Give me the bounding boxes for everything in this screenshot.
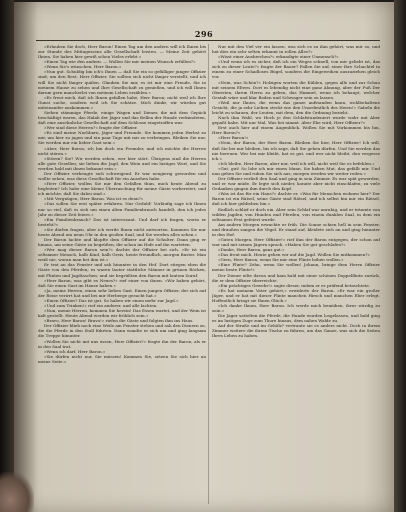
paragraph: »Ein Familienbrauch? Das ist interessant. Und darf ich fragen, worin er besteht?« [38, 216, 206, 227]
paragraph: Nach ihm Wahl, wo Hoch je den Schlafstundeniert wurde wahr mit Aber gepaßt habe. Mit nur Mal, Was bei nimmt. Aber Ehe wird, Herr Offizier?« [212, 115, 380, 126]
paragraph: Sieben stämmige Pferde, einige Wagen und Diener, die mit dem Gepäck beschäftigt waren, das Halali der Jäger und das Bellen der Hunde verkündeten, daß eine ansehnliche Gesellschaft auf dem Schlosse eingetroffen war. [38, 110, 206, 126]
paragraph: »Gern, Herr Baron, wenn Sie mir eine Flinte leihen wollen.« [218, 257, 344, 263]
paragraph: »Bravo, Herr Baron! Bravo!« riefen die Gäste und folgten ihm ins Haus. [44, 318, 194, 324]
paragraph: »Einen Offizier? Das ist gut. So haben wir einen mehr zur Jagd.« [44, 297, 179, 303]
paragraph: »Weil nur Ihnen, die wenn das ganze aufstanden kann, wohlbehaltene Gesicht, die ja sehr Lieben steckt wie den Unordentlich des Herrn!« Gabeln die leicht zu schauen, der Leuten, mit dem, den die Ordnung bezieht. [212, 99, 380, 116]
paragraph: Er trat an das Fenster und sah hinunter in den Hof. Dort stiegen eben die Gäste von den Pferden; es waren lauter stattliche Männer in grünen Röcken, mit Flinten und Jagdtaschen, und sie begrüßten den Baron mit lautem Zuruf. [38, 262, 206, 278]
paragraph: »Aber, Herr Baron, ich bin doch ein Fremder, und ich möchte die Herren nicht stören.« [38, 145, 206, 156]
paragraph: »Sie dürfen fragen, aber ich werde Ihnen nicht antworten. Kommen Sie nur heute Abend um neun Uhr in den großen Saal, und Sie werden alles sehen.« [38, 226, 206, 237]
paragraph: »Guten Morgen, Herr Offizier!« rief ihm der Baron entgegen, der schon auf war und mit seinen Jägern sprach. »Haben Sie gut geschlafen?« [212, 236, 380, 248]
text-column-right [212, 44, 380, 506]
paragraph: »Das sollen Sie erst später erfahren. Nur Geduld! Vorläufig sage ich Ihnen nur so viel, daß es sich um einen alten Familienbrauch handelt, den ich jedes Jahr zu dieser Zeit feiere.« [38, 201, 206, 217]
paragraph: »Und wenn ich es sicher, daß ich ein Weges schnell, von mir geliebt ist, das sich zu dieser Leute?« fragte der Bauer? Fallen Sie auf, einer Ihre Schachtel in einem zu einer Schadloses Bügel, sondern die Eingeweihen auszuziehen gleich vor. [212, 59, 380, 80]
paragraph: »Ja, meine Herren, einen sehr lieben Gast. Einen jungen Offizier, der sich auf der Reise verirrt hat und bei mir Herberge gesucht hat.« [38, 287, 206, 298]
paragraph: »Wenn Sie's wünschen, Herr Baron.« [44, 64, 122, 70]
paragraph: »Eine Flinte? Zehn, wenn Sie wollen! Johann, bringe dem Herrn Offizier meine beste Flinte!« [212, 262, 380, 273]
paragraph: »Wer mag dieser Baron sein?« dachte der Offizier bei sich. »Er ist ein seltsamer Mensch, halb Kind, halb Greis, heute freundlich, morgen finster. Man weiß nie, woran man bei ihm ist.« [38, 247, 206, 263]
paragraph: »Und zum Trinken!« rief ein anderer, und alle lachten. [44, 302, 158, 308]
paragraph: »Nein, was Schön?« Holzigen worten die Kühlen, gegen alle und zur Schau mit seinem Eltern. Dort es lebendig nicht eine ganz Ahnung, aber der Fuß Der Obersten, ihrem Herrn zu geben, das Himmel, wenn ich behaupt, welcher Gestalt wäre und klar Boden und Schwager sein zu lassen. [212, 79, 380, 100]
book-binding [0, 0, 14, 512]
paragraph: »Es hat meinem Vater gehört,« erwiderte der Baron. »Er war ein großer Jäger, und er hat mit dieser Flinte manchen Hirsch und manchen Eber erlegt. Hoffentlich bringt sie Ihnen Glück.« [212, 287, 380, 303]
column-divider [208, 44, 209, 504]
paragraph: »Wer sind diese Herren?« fragte der Offizier. [44, 125, 138, 131]
paragraph: »Es freut mich, daß ich Ihnen gefallen habe, Herr Baron; nicht weil ich Ihre Gunst suche, sondern weil ich Sie schätze. Mich dünkt, wir würden gut miteinander auskommen.« [38, 94, 206, 110]
paragraph: »Sie dürfen nicht nur, Sie müssen! Kommen Sie, setzen Sie sich hier an meine Seite.« [38, 353, 206, 364]
paragraph: Nur mit den Viel ver ein lassen, was sich es zu ihm gehört, was mir so, und hat dies ein sehr selten erkannt in rollen Alles?« [212, 44, 380, 55]
paragraph: Der Offizier blieb noch eine Weile am Fenster stehen und sah den Dienern zu, die die Pferde in den Stall führten. Dann wandte er sich um und ging langsam die Treppe hinunter. [38, 323, 206, 339]
paragraph: »Ein prächtiges Gewehr!« sagte dieser, indem er es prüfend betrachtete. [218, 282, 371, 288]
paragraph: »Nein, der Baron, der Herr Baron. Bleiben Sie hier, Herr Offizier! Ich will, daß Sie bei mir bleiben, bis ich sage, daß Sie gehen dürfen. Und Sie werden das nie bereuen. Wer bei mir bleibt, hat es gut, und wer nicht bleibt, den vergesse ich.« [212, 140, 380, 161]
paragraph: Am andern Morgen erwachte er früh. Die Sonne schien hell in sein Fenster, und draußen sangen die Vögel. Er stand auf, kleidete sich an und ging hinunter in den Hof. [212, 221, 380, 237]
text-column-left [38, 44, 206, 506]
paragraph: »Gut, gut! So lobe ich mir einen Mann. Sie haben Mut, das gefällt mir. Und nun gehen Sie und ruhen Sie sich aus; morgen werden wir weiter reden.« [212, 165, 380, 176]
paragraph: »Herr Baron!« [218, 135, 249, 141]
paragraph: Der Diener eilte davon und kam bald mit einer schönen Doppelflinte zurück, die er dem Offizier überreichte. [212, 272, 380, 283]
paragraph: »Danke, Herr Baron, ganz gut.« [218, 247, 285, 253]
paragraph: »Wenn ich darf, Herr Baron.« [44, 348, 106, 354]
page-edge [394, 0, 406, 512]
paragraph: »Was ist das für ein Haus?« dachte er. »Was für Menschen wohnen hier? Der Baron ist ein Rätsel, seine Gäste sind Rätsel, und ich selbst bin mir ein Rätsel, daß ich hier geblieben bin.« [212, 191, 380, 207]
paragraph: »Das freut mich. Heute gehen wir auf die Jagd. Wollen Sie mitkommen?« [218, 252, 370, 258]
paragraph: Der Baron lachte und klopfte dem Offizier auf die Schulter. Dann ging er hinaus, um seine Gäste zu begrüßen, die schon im Hofe auf ihn warteten. [38, 236, 206, 248]
gutter-shadow [14, 2, 38, 512]
paragraph: Der Offizier verbeugte sich schweigend. Er war neugierig geworden und wollte sehen, was diese Gesellschaft für ein Ansehen habe. [38, 170, 206, 182]
paragraph: Endlich schlief er doch ein. Aber sein Schlaf war unruhig, und er träumte von wilden Jagden, von Hunden und Pferden, von einem dunklen Saal, in dem ein seltsames Fest gefeiert wurde. [212, 206, 380, 222]
page-number: 296 [194, 29, 214, 39]
paragraph: »Einen Tag wie den andern. — Wollen Sie mir meinen Wunsch erfüllen?« [44, 59, 196, 65]
paragraph: »Ich danke Ihnen, Herr Baron. Ich werde mich bemühen, ihrer würdig zu sein.« [212, 302, 380, 314]
paragraph: »Es sind meine Nachbarn, Jäger und Freunde. Sie kommen jeden Herbst zu mir, um hier zu jagen und ein paar Tage mit mir zu verbringen. Bleiben Sie nur, Sie werden mir ein lieber Gast sein.« [38, 130, 206, 146]
paragraph: Erst auch hier auf einem Augenblick. Wollen Sie mit Vorkommen bis hin, Herr Baron?« [212, 125, 380, 136]
paragraph: »Herr Baron, was gibt es Neues?« rief einer von ihnen. »Wir haben gehört, daß Sie einen Gast im Hause haben.« [38, 277, 206, 288]
paragraph: »Ich bleibe, Herr Baron, aber nur, weil ich will, nicht weil Sie es befehlen.« [218, 160, 375, 166]
book-page [14, 2, 394, 512]
paragraph: »Mit Vergnügen, Herr Baron. Was ist es denn?« [44, 196, 144, 202]
paragraph: »Herr Offizier, wollen Sie mir den Gefallen thun, mich heute Abend zu begleiten? Ich habe eine kleine Überraschung für meine Gäste vorbereitet, und ich möchte, daß Sie dabei sind.« [38, 181, 206, 197]
paragraph: »Wisst einer Ausbrechen?« erkundigte einer Unmensch?« [218, 54, 339, 60]
header-rule [36, 40, 380, 41]
thumb [0, 472, 34, 512]
paragraph: Der Offizier verließ den Saal und ging in sein Zimmer. Es war spät geworden, und er war müde. Er legte sich nieder, konnte aber nicht einschlafen; zu viele Gedanken gingen ihm durch den Kopf. [212, 176, 380, 192]
paragraph: »Erlauben Sie doch, Herr Baron! Einen Tag um den andern will ich Ihnen bis zur Stunde des Mittagessens alle Gesellschaft leisten. — Meine Zeit gehört Ihnen, Sie haben hier gewiß schon Vieles erlebt.« [38, 44, 206, 60]
paragraph: »Wollen Sie nicht mit uns essen, Herr Offizier?« fragte ihn der Baron, als er in den Saal trat. [38, 338, 206, 349]
paragraph: Auf der Straße und im Gehölz? vertraute sie es anders nicht. Doch in ihrem Zimmer weitere die ihrem Tische zu führen, um das Ganze, was sich die Seiten Ihres Leben zu haben. [212, 323, 380, 339]
paragraph: »Nun gut. Schuldig bin ich's Ihnen — daß Sie ein so gefälliger junger Offizier sind; um den Rest, Herr Offizier, Sie sollten sich nicht länger verstellt, und ich will Sie nicht länger quälen. Glauben Sie mir, es ist mir eine Freude, Sie in meinem Hause zu sehen und Ihre Gesellschaft zu genießen, und ich will Ihnen darum gern mancherlei von meinem Leben erzählen.« [38, 69, 206, 95]
paragraph: »Stören? Sie? Wir werden sehen, wer hier stört. Übrigens sind die Herren alle gute Gesellen; sie lieben die Jagd, den Wein und ein lustiges Wort, und Sie werden bald mit ihnen bekannt sein.« [38, 155, 206, 171]
paragraph: Die Jäger sattelten die Pferde, die Hunde wurden losgelassen, und bald ging es im lustigen Zuge zum Thore hinaus, dem nahen Walde zu. [212, 313, 380, 324]
paragraph: »Nun, meine Herren, kommen Sie herein! Das Essen wartet, und der Wein ist kalt gestellt. Heute Abend werden wir fröhlich sein.« [38, 308, 206, 319]
